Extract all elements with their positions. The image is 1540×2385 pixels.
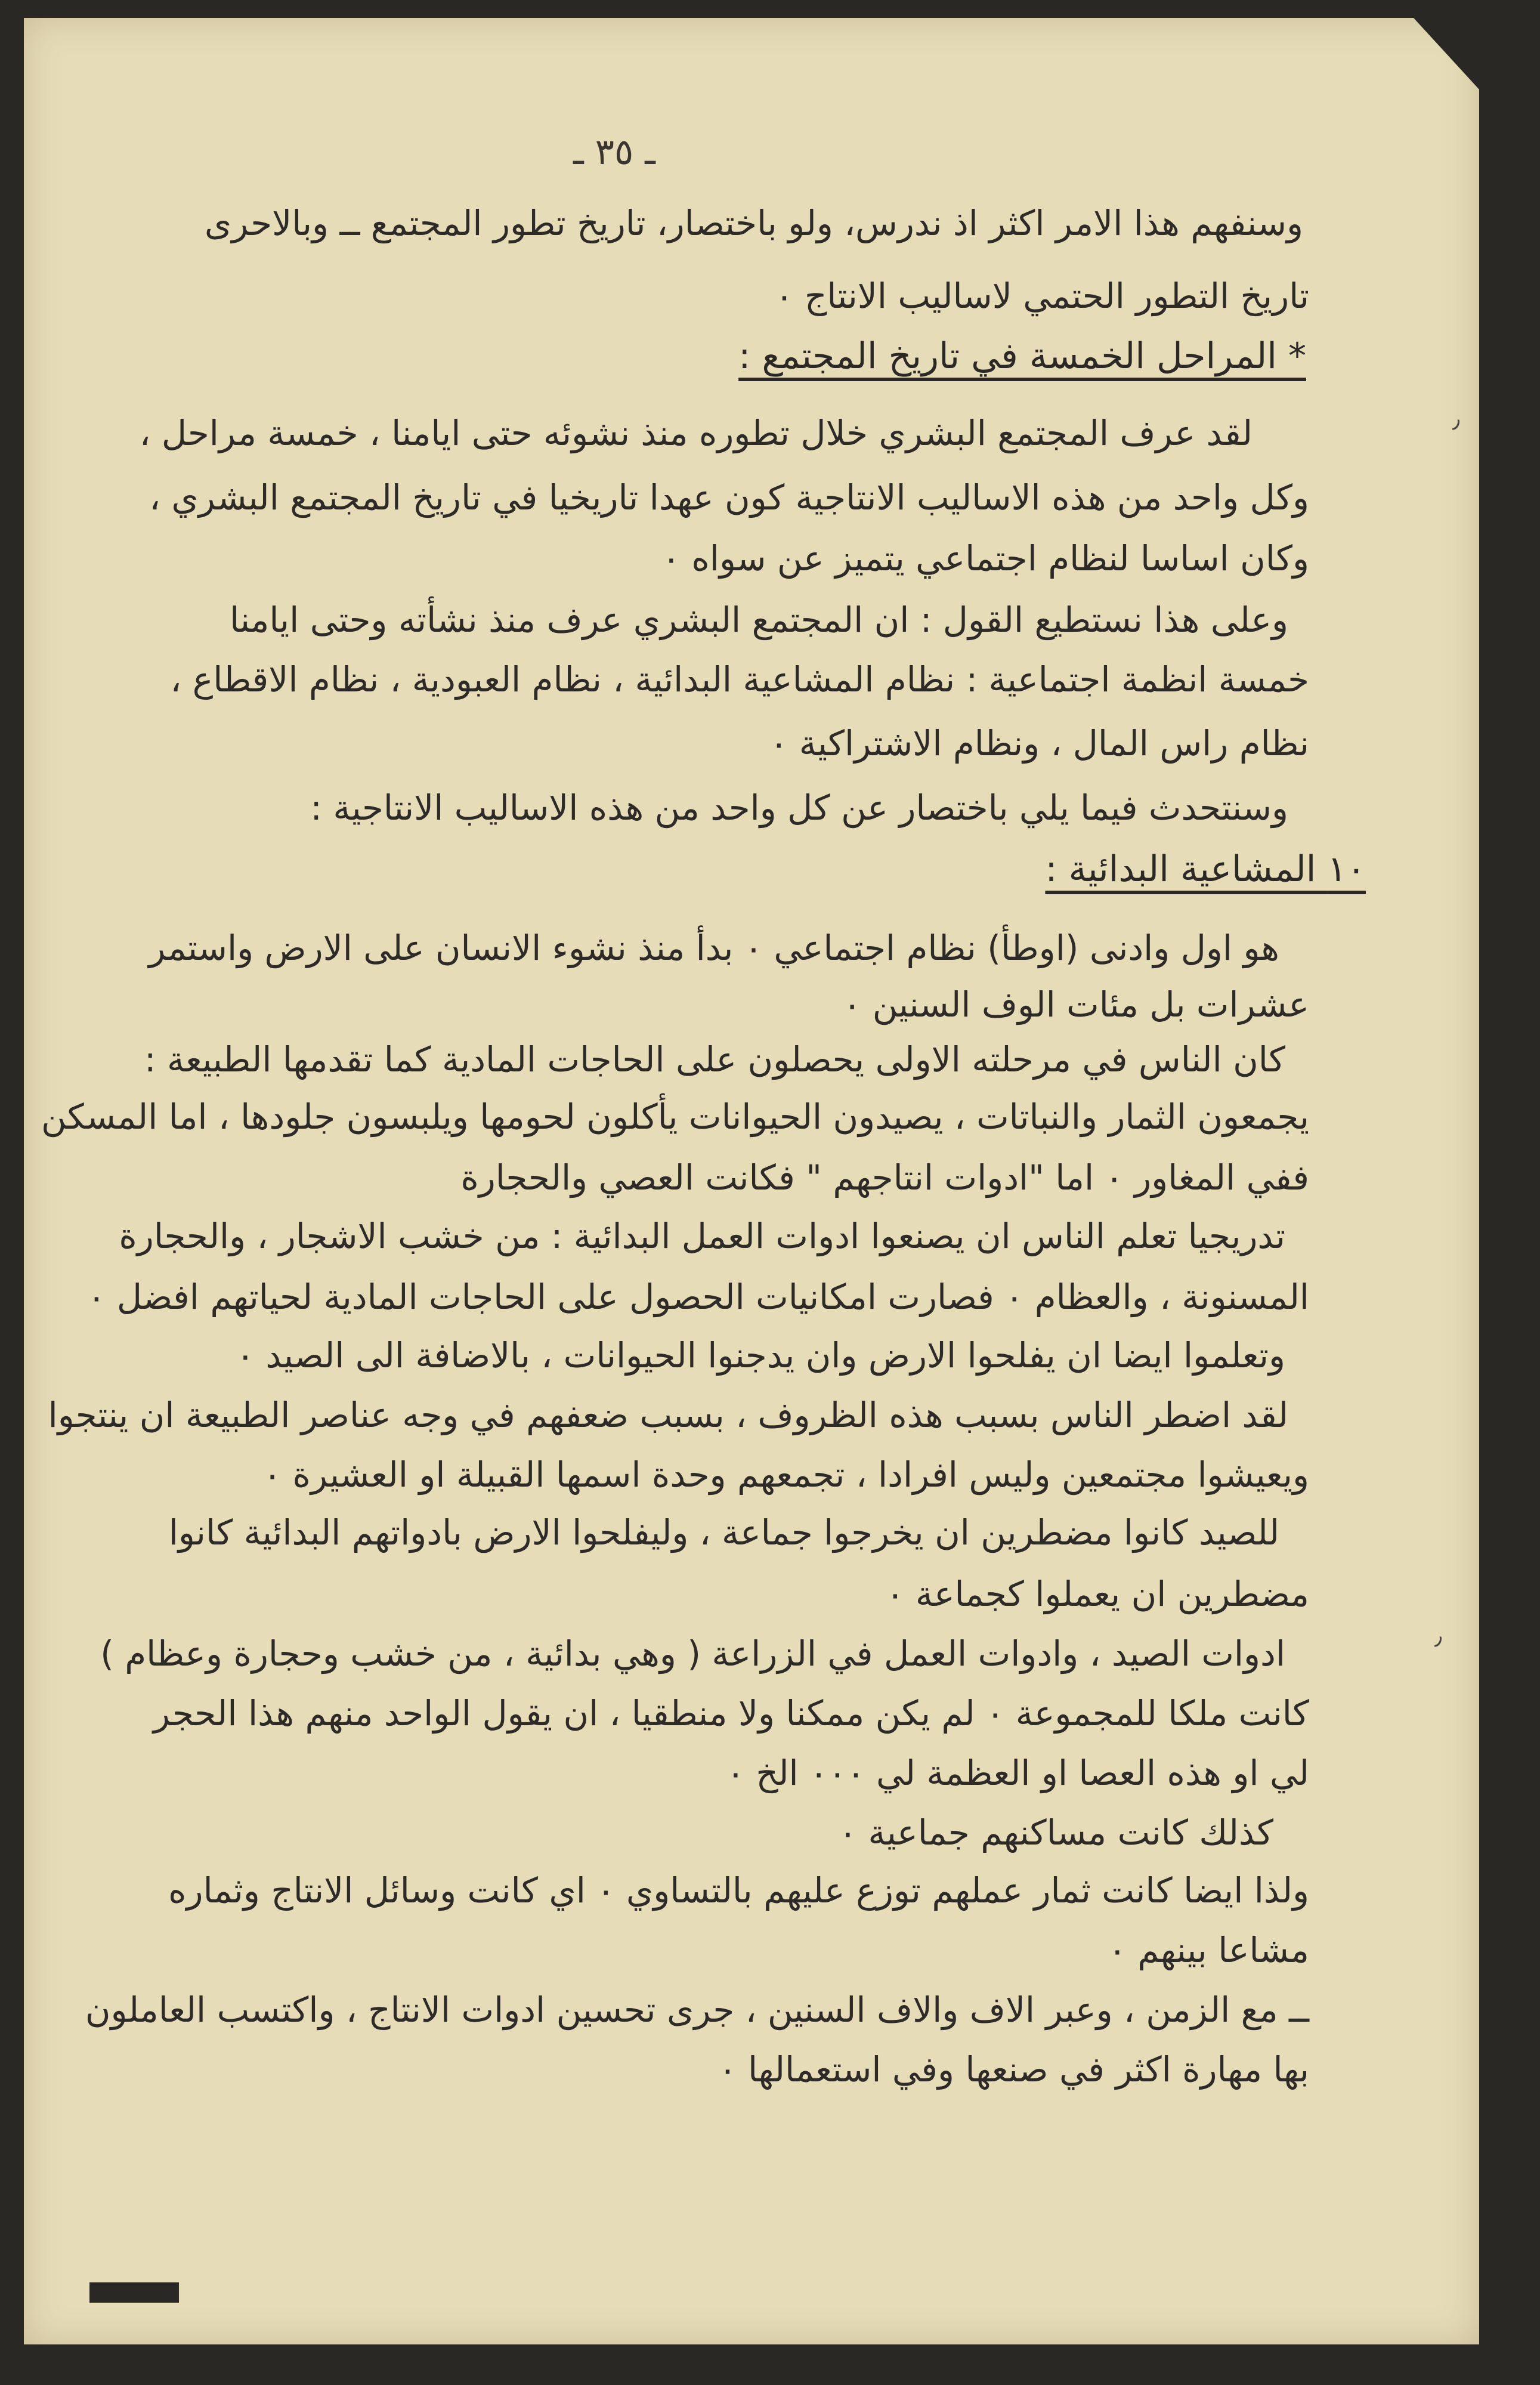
scan-edge-mark xyxy=(89,2282,179,2303)
text-line: مشاعا بينهم ٠ xyxy=(1108,1930,1309,1970)
text-line: للصيد كانوا مضطرين ان يخرجوا جماعة ، وليفلحوا الارض بادواتهم البدائية كانوا xyxy=(168,1512,1279,1553)
text-line: ولذا ايضا كانت ثمار عملهم توزع عليهم بالتساوي ٠ اي كانت وسائل الانتاج وثماره xyxy=(168,1870,1309,1911)
text-line: تاريخ التطور الحتمي لاساليب الانتاج ٠ xyxy=(775,276,1309,316)
text-line: لقد اضطر الناس بسبب هذه الظروف ، بسبب ضعفهم في وجه عناصر الطبيعة ان ينتجوا xyxy=(48,1395,1288,1435)
text-line: ففي المغاور ٠ اما "ادوات انتاجهم " فكانت العصي والحجارة xyxy=(460,1157,1309,1198)
text-line: هو اول وادنى (اوطأ) نظام اجتماعي ٠ بدأ منذ نشوء الانسان على الارض واستمر xyxy=(149,928,1279,968)
text-line: وكان اساسا لنظام اجتماعي يتميز عن سواه ٠ xyxy=(661,538,1309,579)
text-line: عشرات بل مئات الوف السنين ٠ xyxy=(843,984,1309,1025)
text-line: تدريجيا تعلم الناس ان يصنعوا ادوات العمل البدائية : من خشب الاشجار ، والحجارة xyxy=(119,1216,1285,1256)
text-line: وتعلموا ايضا ان يفلحوا الارض وان يدجنوا الحيوانات ، بالاضافة الى الصيد ٠ xyxy=(236,1335,1285,1376)
page-number: ـ ٣٥ ـ xyxy=(573,131,655,173)
text-line: ادوات الصيد ، وادوات العمل في الزراعة ( وهي بدائية ، من خشب وحجارة وعظام ) xyxy=(100,1633,1285,1674)
text-line: ــ مع الزمن ، وعبر الاف والاف السنين ، جرى تحسين ادوات الانتاج ، واكتسب العاملون xyxy=(85,1989,1309,2030)
text-line: وعلى هذا نستطيع القول : ان المجتمع البشري عرف منذ نشأته وحتى ايامنا xyxy=(230,600,1288,640)
text-line: وسنتحدث فيما يلي باختصار عن كل واحد من هذه الاساليب الانتاجية : xyxy=(310,787,1288,828)
torn-corner xyxy=(1414,18,1479,89)
text-line: لي او هذه العصا او العظمة لي ٠٠٠ الخ ٠ xyxy=(726,1753,1309,1793)
text-line: وكل واحد من هذه الاساليب الانتاجية كون عهدا تاريخيا في تاريخ المجتمع البشري ، xyxy=(149,477,1309,518)
text-line: نظام راس المال ، ونظام الاشتراكية ٠ xyxy=(769,723,1309,764)
text-line: لقد عرف المجتمع البشري خلال تطوره منذ نشوئه حتى ايامنا ، خمسة مراحل ، xyxy=(139,413,1253,453)
text-line: بها مهارة اكثر في صنعها وفي استعمالها ٠ xyxy=(718,2049,1309,2090)
section-heading: * المراحل الخمسة في تاريخ المجتمع : xyxy=(738,335,1306,377)
text-line: المسنونة ، والعظام ٠ فصارت امكانيات الحصول على الحاجات المادية لحياتهم افضل ٠ xyxy=(87,1277,1309,1317)
text-line: كذلك كانت مساكنهم جماعية ٠ xyxy=(838,1812,1273,1853)
margin-mark: ٫ xyxy=(1434,1623,1442,1650)
text-line: مضطرين ان يعملوا كجماعة ٠ xyxy=(886,1574,1309,1614)
text-line: خمسة انظمة اجتماعية : نظام المشاعية البدائية ، نظام العبودية ، نظام الاقطاع ، xyxy=(170,659,1309,700)
text-line: كانت ملكا للمجموعة ٠ لم يكن ممكنا ولا منطقيا ، ان يقول الواحد منهم هذا الحجر xyxy=(153,1693,1309,1734)
text-line: وسنفهم هذا الامر اكثر اذ ندرس، ولو باختصار، تاريخ تطور المجتمع ــ وبالاحرى xyxy=(204,203,1303,243)
text-line: كان الناس في مرحلته الاولى يحصلون على الحاجات المادية كما تقدمها الطبيعة : xyxy=(144,1039,1285,1080)
text-line: ويعيشوا مجتمعين وليس افرادا ، تجمعهم وحدة اسمها القبيلة او العشيرة ٠ xyxy=(262,1454,1309,1495)
document-page xyxy=(24,18,1479,2344)
margin-mark: ٫ xyxy=(1452,406,1460,433)
text-line: يجمعون الثمار والنباتات ، يصيدون الحيوانات يأكلون لحومها ويلبسون جلودها ، اما المسكن xyxy=(41,1096,1309,1137)
section-heading: ١٠ المشاعية البدائية : xyxy=(1045,848,1366,890)
